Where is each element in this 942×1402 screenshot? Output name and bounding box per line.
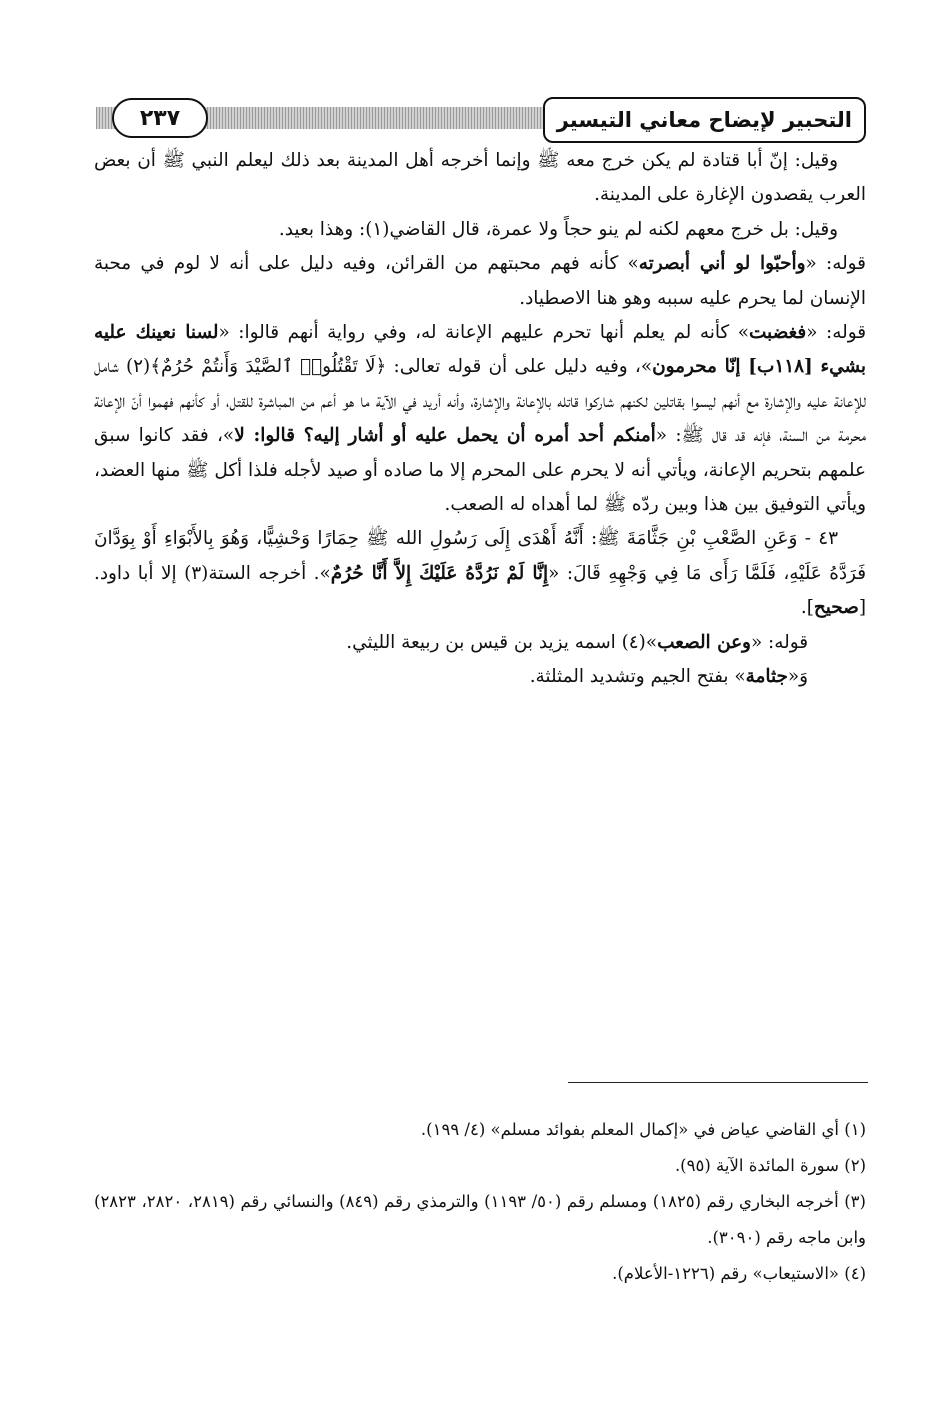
quoted-hadith-text: جثامة <box>745 666 788 688</box>
text-run: ». أخرجه الستة(٣) إلا أبا داود. [ <box>94 562 866 619</box>
paragraph <box>94 247 866 316</box>
paragraph: وقيل: بل خرج معهم لكنه لم ينو حجاً ولا عمرة، قال القاضي(١): وهذا بعيد. <box>278 218 838 240</box>
book-title: التحبير لإيضاح معاني التيسير <box>543 97 866 143</box>
text-run: قوله: « <box>750 631 808 653</box>
quoted-hadith-text: لسنا نعينك عليه بشيء [١١٨ب] إنّا محرمون <box>94 322 866 378</box>
paragraph <box>94 660 866 694</box>
text-run: قوله: « <box>806 322 866 344</box>
text-run: ]. <box>800 597 814 619</box>
paragraph <box>94 316 866 522</box>
paragraph: وقيل: إنّ أبا قتادة لم يكن خرج معه ﷺ وإنما أخرجه أهل المدينة بعد ذلك ليعلم النبي ﷺ أن بعض العرب يقصدون الإغارة على المدينة. <box>94 150 866 206</box>
footnote: (١) أي القاضي عياض في «إكمال المعلم بفوائد مسلم» (٤/ ١٩٩). <box>420 1120 866 1139</box>
text-run: » بفتح الجيم وتشديد المثلثة. <box>529 666 746 688</box>
footnote: (٣) أخرجه البخاري رقم (١٨٢٥) ومسلم رقم (٥٠/ ١١٩٣) والترمذي رقم (٨٤٩) والنسائي رقم (٢٨١٩، ٢٨٢٠، ٢٨٢٣) وابن ماجه رقم (٣٠٩٠). <box>94 1192 866 1247</box>
footnote: (٢) سورة المائدة الآية (٩٥). <box>674 1156 866 1175</box>
text-run: »، وفيه دليل على أن قوله تعالى: ﴿لَا تَقْتُلُوا۟ ٱلصَّيْدَ وَأَنتُمْ حُرُمٌ﴾(٢) شامل للإعانة عليه والإشارة مع أنهم ليسوا بقاتلين لكنهم شاركوا قاتله بالإعانة والإشارة، وأنه أريد في الآية ما هو أعم من المباشرة للقتل، أو كأنهم فهموا أنّ الإعانة محرمة من السنة، فإنه قد قال ﷺ: « <box>94 356 866 447</box>
main-text <box>94 144 866 695</box>
quoted-hadith-text: أمنكم أحد أمره أن يحمل عليه أو أشار إليه؟ قالوا: لا <box>234 425 656 447</box>
footnotes <box>94 1112 866 1292</box>
quoted-hadith-text: فغضبت <box>749 322 807 344</box>
text-run: قوله: « <box>805 253 866 275</box>
quoted-hadith-text: وأحبّوا لو أني أبصرته <box>638 253 806 275</box>
text-run: ٤٣ - وَعَنِ الصَّعْبِ بْنِ جَثَّامَةَ ﷺ: أَنَّهُ أَهْدَى إِلَى رَسُولِ الله ﷺ حِمَارًا وَحْشِيًّا، وَهُوَ بِالأَبْوَاءِ أَوْ بِوَدَّانَ فَرَدَّهُ عَلَيْهِ، فَلَمَّا رَأَى مَا فِي وَجْهِهِ قَالَ: « <box>94 528 866 584</box>
paragraph <box>94 626 866 660</box>
page-header <box>96 97 866 143</box>
quoted-hadith-text: وعن الصعب <box>657 631 751 653</box>
grade-label: صحيح <box>813 597 859 619</box>
text-run: »(٤) اسمه يزيد بن قيس بن ربيعة الليثي. <box>346 631 658 653</box>
hadith-paragraph <box>94 522 866 625</box>
text-run: » كأنه لم يعلم أنها تحرم عليهم الإعانة له، وفي رواية أنهم قالوا: « <box>218 322 749 344</box>
quoted-hadith-text: إِنَّا لَمْ نَرُدَّهُ عَلَيْكَ إِلاَّ أَنَّا حُرُمٌ <box>330 562 549 584</box>
footnote: (٤) «الاستيعاب» رقم (١٢٢٦-الأعلام). <box>612 1264 866 1283</box>
text-run: وَ« <box>787 666 808 688</box>
text-run: »، فقد كانوا سبق علمهم بتحريم الإعانة، ويأتي أنه لا يحرم على المحرم إلا ما صاده أو صيد لأجله فلذا أكل ﷺ منها العضد، ويأتي التوفيق بين هذا وبين ردّه ﷺ لما أهداه له الصعب. <box>94 425 866 516</box>
text-run: » كأنه فهم محبتهم من القرائن، وفيه دليل على أنه لا لوم في محبة الإنسان لما يحرم عليه سببه وهو هنا الاصطياد. <box>94 253 866 309</box>
footnote-separator <box>568 1082 868 1083</box>
page-number: ٢٣٧ <box>112 98 208 138</box>
